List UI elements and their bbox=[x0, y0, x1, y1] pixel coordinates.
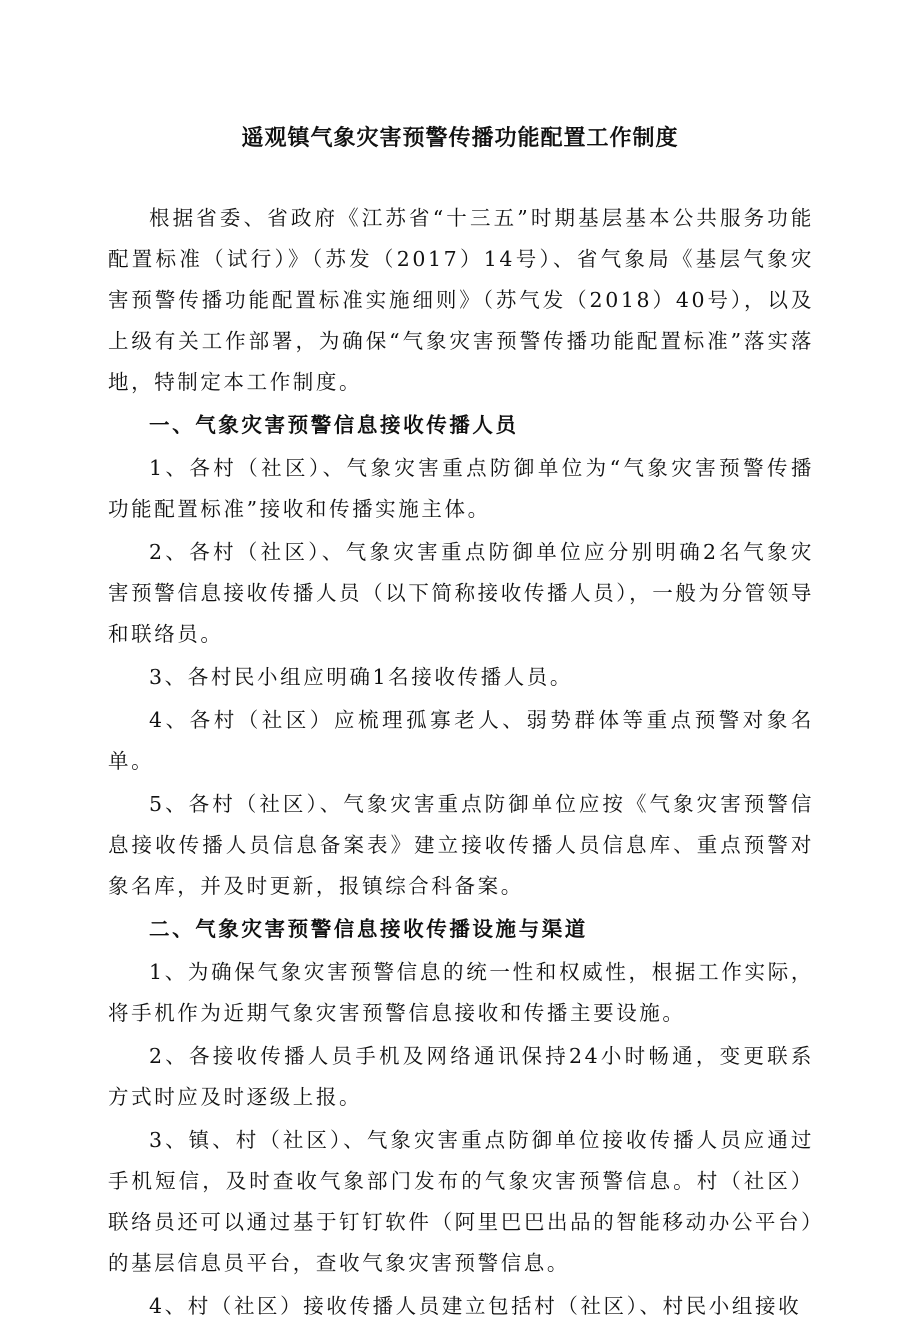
intro-paragraph: 根据省委、省政府《江苏省“十三五”时期基层基本公共服务功能配置标准（试行）》（苏发（2017）14号）、省气象局《基层气象灾害预警传播功能配置标准实施细则》（苏气发（2018）40号），以及上级有关工作部署，为确保“气象灾害预警传播功能配置标准”落实落地，特制定本工作制度。 bbox=[108, 206, 814, 394]
section-2-heading: 二、气象灾害预警信息接收传播设施与渠道 bbox=[149, 917, 588, 941]
section-2-item: 2、各接收传播人员手机及网络通讯保持24小时畅通，变更联系方式时应及时逐级上报。 bbox=[108, 1044, 814, 1109]
document-body bbox=[108, 198, 814, 1329]
section-1-heading: 一、气象灾害预警信息接收传播人员 bbox=[149, 413, 519, 437]
section-1-item: 1、各村（社区）、气象灾害重点防御单位为“气象灾害预警传播功能配置标准”接收和传播实施主体。 bbox=[108, 456, 814, 521]
section-2-item: 3、镇、村（社区）、气象灾害重点防御单位接收传播人员应通过手机短信，及时查收气象部门发布的气象灾害预警信息。村（社区）联络员还可以通过基于钉钉软件（阿里巴巴出品的智能移动办公平台）的基层信息员平台，查收气象灾害预警信息。 bbox=[108, 1128, 814, 1275]
section-1-item: 5、各村（社区）、气象灾害重点防御单位应按《气象灾害预警信息接收传播人员信息备案表》建立接收传播人员信息库、重点预警对象名库，并及时更新，报镇综合科备案。 bbox=[108, 792, 814, 898]
section-2-item: 1、为确保气象灾害预警信息的统一性和权威性，根据工作实际，将手机作为近期气象灾害预警信息接收和传播主要设施。 bbox=[108, 960, 814, 1025]
section-1-item: 3、各村民小组应明确1名接收传播人员。 bbox=[149, 665, 573, 689]
document-title: 遥观镇气象灾害预警传播功能配置工作制度 bbox=[241, 125, 679, 151]
section-1-item: 2、各村（社区）、气象灾害重点防御单位应分别明确2名气象灾害预警信息接收传播人员（以下简称接收传播人员），一般为分管领导和联络员。 bbox=[108, 540, 814, 646]
section-2-item: 4、村（社区）接收传播人员建立包括村（社区）、村民小组接收 bbox=[149, 1294, 802, 1318]
section-1-item: 4、各村（社区）应梳理孤寡老人、弱势群体等重点预警对象名单。 bbox=[108, 708, 814, 773]
